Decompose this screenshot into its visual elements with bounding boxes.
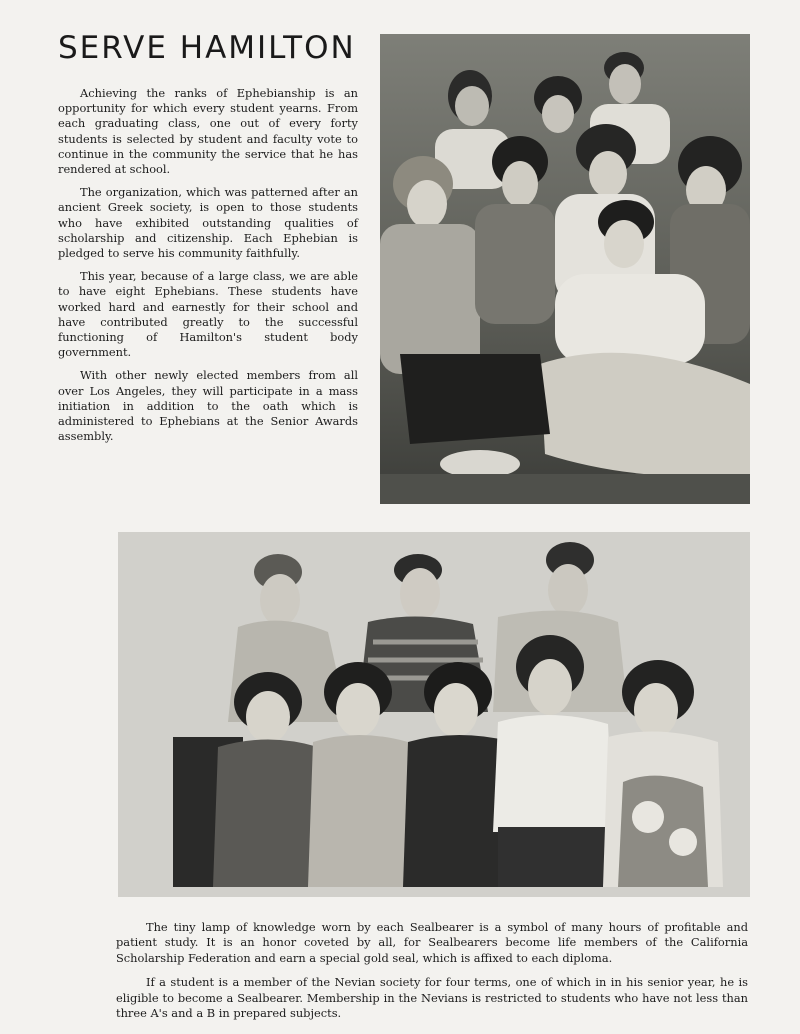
ephebians-group-photo <box>380 34 750 504</box>
paragraph: If a student is a member of the Nevian society for four terms, one of which in in his senior year, he is eligible to become a Sealbearer. Membership in the Nevians is restricted to students who have not less than three A's and a B in prepared subjects. <box>116 975 748 1021</box>
page-title: SERVE HAMILTON <box>58 30 356 66</box>
sealbearer-text <box>116 920 748 1030</box>
paragraph: With other newly elected members from all over Los Angeles, they will participate in a mass initiation in addition to the oath which is administered to Ephebians at the Senior Awards assembly. <box>58 368 358 444</box>
paragraph: This year, because of a large class, we are able to have eight Ephebians. These students have worked hard and earnestly for their school and have contributed greatly to the successful functioning of Hamilton's student body government. <box>58 269 358 360</box>
photo-illustration <box>118 532 750 897</box>
ephebian-text-column <box>58 86 358 452</box>
paragraph: The organization, which was patterned after an ancient Greek society, is open to those students who have exhibited outstanding qualities of scholarship and citizenship. Each Ephebian is pledged to serve his community faithfully. <box>58 185 358 261</box>
paragraph: Achieving the ranks of Ephebianship is an opportunity for which every student yearns. From each graduating class, one out of every forty students is selected by student and faculty vote to continue in the community the service that he has rendered at school. <box>58 86 358 177</box>
paragraph: The tiny lamp of knowledge worn by each Sealbearer is a symbol of many hours of profitable and patient study. It is an honor coveted by all, for Sealbearers become life members of the California Scholarship Federation and earn a special gold seal, which is affixed to each diploma. <box>116 920 748 965</box>
sealbearers-group-photo <box>118 532 750 897</box>
photo-illustration <box>380 34 750 504</box>
